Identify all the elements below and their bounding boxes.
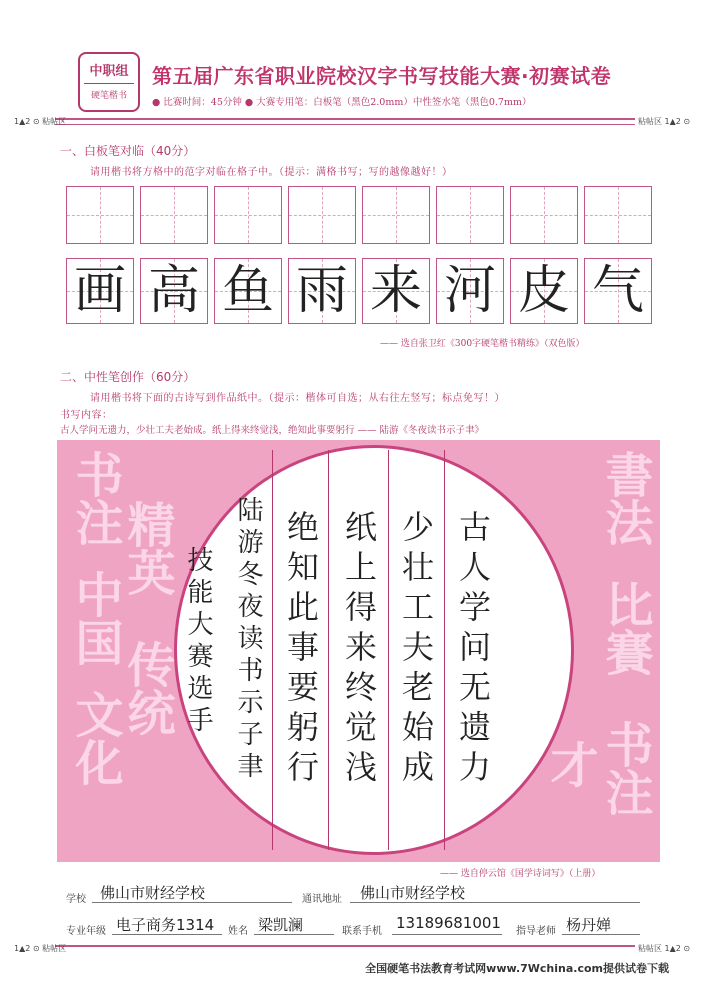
edge-label-right: 粘帖区 1▲2 ⊙ <box>638 117 691 126</box>
school-field[interactable]: 佛山市财经学校 <box>100 884 206 902</box>
watermark-text: 中国 <box>67 570 123 666</box>
model-cell <box>584 186 652 244</box>
badge-top-label: 中职组 <box>89 64 129 79</box>
signature-column: 技能大赛选手 <box>183 546 213 738</box>
phone-field[interactable]: 13189681001 <box>396 914 501 932</box>
writing-cell <box>288 258 356 324</box>
written-character: 高 <box>147 261 200 321</box>
model-cell <box>288 186 356 244</box>
watermark-text: 书注 <box>597 720 653 816</box>
written-character: 来 <box>369 261 422 321</box>
watermark-text: 书注 <box>67 450 123 546</box>
name-underline <box>254 934 334 935</box>
section1-heading: 一、白板笔对临（40分） <box>60 144 196 158</box>
writing-cell <box>510 258 578 324</box>
section2-source: —— 选自停云馆《国学诗词写》（上册） <box>440 869 601 879</box>
written-character: 雨 <box>295 261 348 321</box>
watermark-text: 比賽 <box>597 580 653 676</box>
address-label: 通讯地址 <box>302 894 342 905</box>
watermark-text: 書法 <box>597 450 653 546</box>
writing-cell <box>436 258 504 324</box>
written-character: 鱼 <box>221 261 274 321</box>
page-title: 第五届广东省职业院校汉字书写技能大赛·初赛试卷 <box>152 64 612 88</box>
badge-bottom-label: 硬笔楷书 <box>90 91 127 101</box>
poem-column-3: 纸上得来终觉浅 <box>340 510 378 790</box>
model-cell <box>362 186 430 244</box>
major-underline <box>112 934 222 935</box>
poem-column-4: 绝知此事要躬行 <box>282 510 320 790</box>
exam-rules: ● 比赛时间：45分钟 ● 大赛专用笔：白板笔（黑色2.0mm）中性签水笔（黑色0.7mm） <box>152 97 532 108</box>
teacher-field[interactable]: 杨丹婵 <box>566 916 612 934</box>
top-divider <box>55 118 635 120</box>
poem-column-5: 陆游冬夜读书示子聿 <box>233 496 263 784</box>
writing-cell <box>66 258 134 324</box>
phone-underline <box>392 934 502 935</box>
address-underline <box>350 902 640 903</box>
major-field[interactable]: 电子商务1314 <box>116 916 215 934</box>
written-character: 河 <box>443 261 496 321</box>
name-field[interactable]: 梁凯澜 <box>258 916 304 934</box>
edge-label-left-bottom: 1▲2 ⊙ 粘帖区 <box>14 944 67 953</box>
writing-cell <box>362 258 430 324</box>
school-underline <box>92 902 292 903</box>
teacher-label: 指导老师 <box>516 926 556 937</box>
bottom-divider <box>55 945 635 947</box>
model-grid <box>66 186 652 244</box>
poem-column-1: 古人学问无遗力 <box>454 510 492 790</box>
content-label: 书写内容： <box>60 410 113 421</box>
division-badge <box>78 52 140 112</box>
written-character: 气 <box>591 261 644 321</box>
poem-text: 古人学问无遗力，少壮工夫老始成。纸上得来终觉浅，绝知此事要躬行 —— 陆游《冬夜读书示子聿》 <box>60 425 485 436</box>
address-field[interactable]: 佛山市财经学校 <box>360 884 466 902</box>
edge-label-left: 1▲2 ⊙ 粘帖区 <box>14 117 67 126</box>
edge-label-right-bottom: 粘帖区 1▲2 ⊙ <box>638 944 691 953</box>
name-label: 姓名 <box>228 926 248 937</box>
watermark-text: 才 <box>542 740 598 788</box>
watermark-text: 文化 <box>67 690 123 786</box>
model-cell <box>214 186 282 244</box>
model-cell <box>436 186 504 244</box>
section2-heading: 二、中性笔创作（60分） <box>60 370 196 384</box>
writing-cell <box>584 258 652 324</box>
section1-source: —— 选自张卫红《300字硬笔楷书精练》（双色版） <box>380 339 585 349</box>
poem-column-2: 少壮工夫老始成 <box>397 510 435 790</box>
written-character: 画 <box>73 261 126 321</box>
writing-grid <box>66 258 652 324</box>
section1-instruction: 请用楷书将方格中的范字对临在格子中。（提示：满格书写；写的越像越好！） <box>90 167 453 178</box>
school-label: 学校 <box>66 894 86 905</box>
top-divider-thin <box>55 124 635 125</box>
phone-label: 联系手机 <box>342 926 382 937</box>
model-cell <box>510 186 578 244</box>
major-label: 专业年级 <box>66 926 106 937</box>
section2-instruction: 请用楷书将下面的古诗写到作品纸中。（提示：楷体可自选；从右往左竖写；标点免写！） <box>90 393 505 404</box>
footer-text: 全国硬笔书法教育考试网www.7Wchina.com提供试卷下载 <box>365 962 669 975</box>
watermark-text: 精英 <box>119 500 175 596</box>
written-character: 皮 <box>517 261 570 321</box>
writing-cell <box>214 258 282 324</box>
watermark-text: 传统 <box>119 640 175 736</box>
teacher-underline <box>562 934 640 935</box>
writing-cell <box>140 258 208 324</box>
model-cell <box>66 186 134 244</box>
model-cell <box>140 186 208 244</box>
